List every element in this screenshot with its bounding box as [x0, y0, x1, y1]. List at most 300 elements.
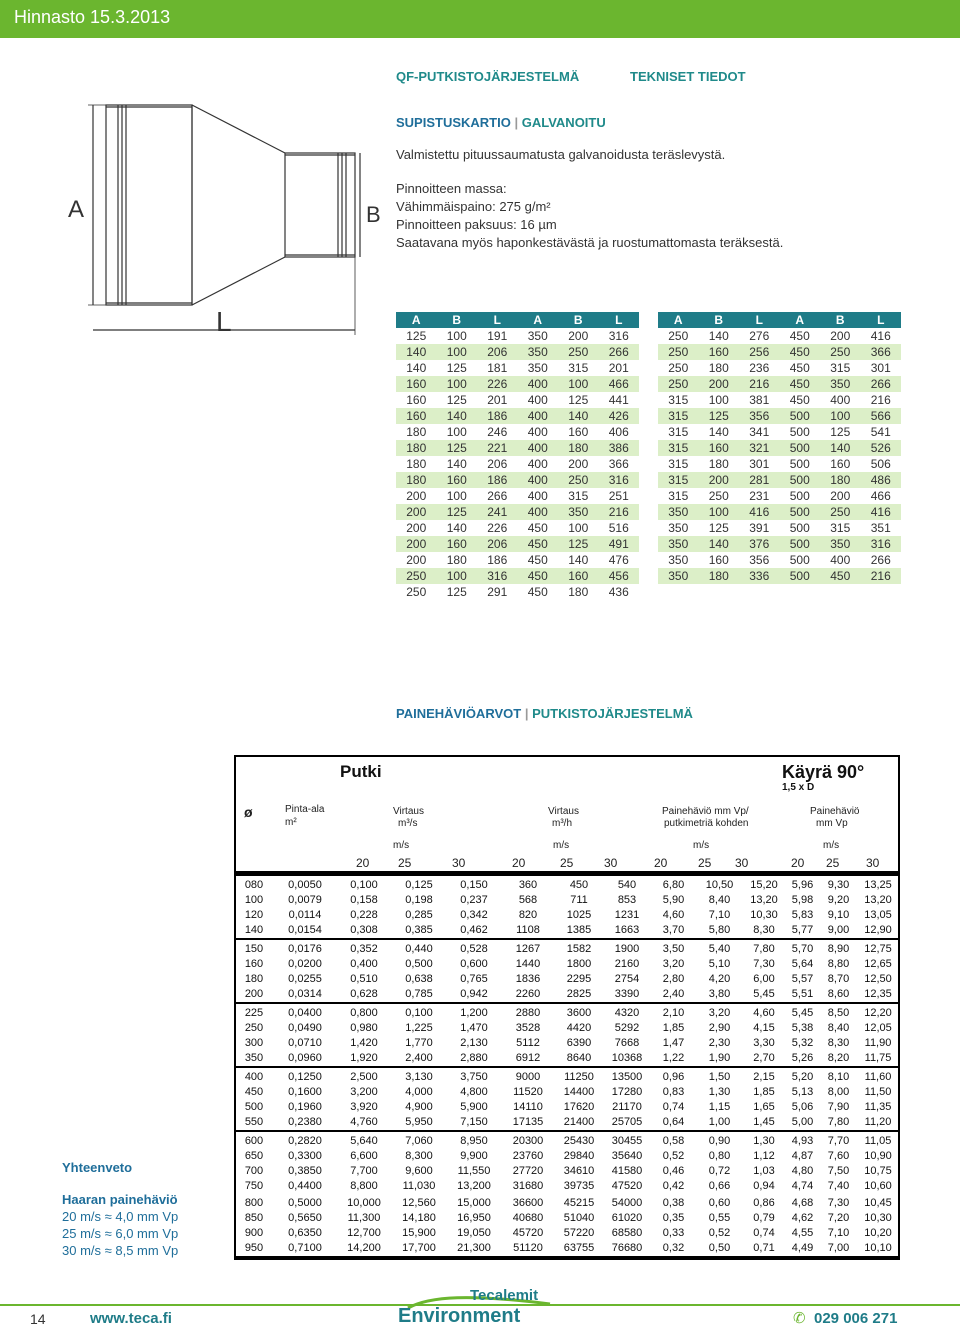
- dim-cell: 500: [780, 488, 821, 504]
- dim-cell: 301: [739, 456, 780, 472]
- dim-header: B: [437, 312, 478, 328]
- pressure-title-sep: |: [524, 706, 529, 721]
- dim-row: [658, 424, 901, 440]
- pressure-value-cell: 0,5000: [288, 1197, 322, 1209]
- pressure-title: [396, 706, 693, 721]
- pressure-value-cell: 0,7100: [288, 1242, 322, 1254]
- dim-cell: 426: [599, 408, 640, 424]
- dim-row: [396, 424, 639, 440]
- dim-cell: 316: [599, 328, 640, 344]
- pressure-value-cell: 68580: [611, 1227, 643, 1239]
- pressure-value-cell: 2,500: [350, 1071, 378, 1083]
- pressure-diameter-cell: 350: [244, 1052, 264, 1064]
- pressure-value-cell: 4,15: [753, 1022, 775, 1034]
- dim-row: [658, 408, 901, 424]
- pressure-diameter-cell: 300: [244, 1037, 264, 1049]
- pressure-value-cell: 0,500: [405, 958, 433, 970]
- dim-cell: 250: [396, 568, 437, 584]
- dim-cell: 250: [699, 488, 740, 504]
- pressure-value-cell: 1,420: [350, 1037, 378, 1049]
- dim-cell: 381: [739, 392, 780, 408]
- dim-cell: 281: [739, 472, 780, 488]
- dim-cell: 206: [477, 536, 518, 552]
- dim-cell: 350: [820, 376, 861, 392]
- pressure-value-cell: 1,90: [708, 1052, 731, 1064]
- pressure-value-cell: 16,950: [457, 1212, 491, 1224]
- pressure-value-cell: 0,440: [405, 943, 433, 955]
- dim-row: [396, 536, 639, 552]
- pressure-value-cell: 47520: [611, 1180, 643, 1192]
- pressure-value-cell: 15,900: [402, 1227, 436, 1239]
- pressure-value-cell: 1,00: [708, 1116, 731, 1128]
- pressure-value-cell: 1,47: [662, 1037, 685, 1049]
- dim-cell: 500: [780, 552, 821, 568]
- pressure-value-cell: 41580: [611, 1165, 643, 1177]
- pressure-value-cell: 10368: [611, 1052, 643, 1064]
- pressure-value-cell: 2,15: [753, 1071, 775, 1083]
- dim-row: [396, 456, 639, 472]
- dim-cell: 321: [739, 440, 780, 456]
- dim-row: [658, 456, 901, 472]
- pressure-value-cell: 4,000: [405, 1086, 433, 1098]
- dim-cell: 160: [699, 440, 740, 456]
- coating-thickness: Pinnoitteen paksuus: 16 µm: [396, 217, 557, 232]
- product-title-sep: |: [514, 115, 519, 130]
- pressure-value-cell: 13,200: [457, 1180, 491, 1192]
- dim-cell: 191: [477, 328, 518, 344]
- pressure-value-cell: 39735: [563, 1180, 595, 1192]
- pressure-value-cell: 1,45: [753, 1116, 775, 1128]
- dim-cell: 186: [477, 552, 518, 568]
- pressure-value-cell: 4,49: [791, 1242, 814, 1254]
- pressure-value-cell: 2,30: [708, 1037, 731, 1049]
- speed-label: 20: [512, 856, 526, 870]
- pressure-value-cell: 54000: [611, 1197, 643, 1209]
- pressure-diameter-cell: 150: [244, 943, 264, 955]
- pressure-value-cell: 0,74: [753, 1227, 775, 1239]
- dim-header: L: [739, 312, 780, 328]
- pressure-value-cell: 63755: [563, 1242, 595, 1254]
- dim-row: [658, 520, 901, 536]
- dim-cell: 125: [558, 392, 599, 408]
- pressure-value-cell: 5,950: [405, 1116, 433, 1128]
- pressure-diameter-cell: 400: [244, 1071, 264, 1083]
- speed-unit-2: m/s: [553, 840, 570, 851]
- pressure-value-cell: 0,800: [350, 1007, 378, 1019]
- pressure-value-cell: 3,80: [708, 988, 731, 1000]
- dim-cell: 301: [861, 360, 902, 376]
- pressure-value-cell: 2160: [614, 958, 640, 970]
- pressure-value-cell: 1,200: [460, 1007, 488, 1019]
- dim-cell: 250: [820, 504, 861, 520]
- speed-label: 30: [735, 856, 749, 870]
- dim-cell: 315: [658, 488, 699, 504]
- pressure-value-cell: 1,85: [753, 1086, 775, 1098]
- dim-cell: 315: [558, 488, 599, 504]
- pressure-value-cell: 11,300: [347, 1212, 381, 1224]
- pressure-value-cell: 15,20: [750, 879, 778, 891]
- pressure-value-cell: 9,20: [827, 894, 850, 906]
- dim-cell: 500: [780, 472, 821, 488]
- pressure-value-cell: 8,10: [827, 1071, 850, 1083]
- dim-cell: 400: [820, 552, 861, 568]
- pressure-value-cell: 0,150: [460, 879, 488, 891]
- dim-cell: 500: [780, 440, 821, 456]
- dim-cell: 216: [599, 504, 640, 520]
- pressure-value-cell: 853: [617, 894, 637, 906]
- dim-cell: 100: [558, 376, 599, 392]
- pressure-diameter-cell: 750: [244, 1180, 264, 1192]
- dim-cell: 500: [780, 424, 821, 440]
- pressure-value-cell: 10,50: [705, 879, 734, 891]
- dim-cell: 160: [396, 408, 437, 424]
- pressure-diameter-cell: 225: [244, 1007, 264, 1019]
- dim-cell: 386: [599, 440, 640, 456]
- pressure-value-cell: 0,0200: [288, 958, 322, 970]
- dim-cell: 486: [861, 472, 902, 488]
- pressure-value-cell: 1025: [566, 909, 592, 921]
- dim-cell: 450: [780, 328, 821, 344]
- dim-cell: 125: [558, 536, 599, 552]
- dim-cell: 350: [658, 536, 699, 552]
- summary-line-3: 30 m/s ≈ 8,5 mm Vp: [62, 1243, 179, 1258]
- pressure-value-cell: 8,90: [827, 943, 850, 955]
- pressure-value-cell: 0,6350: [288, 1227, 322, 1239]
- dim-cell: 160: [558, 568, 599, 584]
- pressure-value-cell: 3,920: [350, 1101, 378, 1113]
- dim-cell: 400: [820, 392, 861, 408]
- pressure-value-cell: 8,300: [405, 1150, 433, 1162]
- pressure-value-cell: 1900: [614, 943, 640, 955]
- pressure-value-cell: 21400: [563, 1116, 595, 1128]
- dim-cell: 291: [477, 584, 518, 600]
- dim-cell: 400: [518, 376, 559, 392]
- col-loss1-sub: putkimetriä kohden: [664, 818, 749, 829]
- pressure-value-cell: 2,70: [753, 1052, 775, 1064]
- pressure-value-cell: 711: [570, 894, 588, 906]
- pressure-diameter-cell: 450: [244, 1086, 264, 1098]
- dim-cell: 356: [739, 552, 780, 568]
- pressure-value-cell: 45720: [512, 1227, 544, 1239]
- pressure-value-cell: 0,980: [350, 1022, 378, 1034]
- pressure-value-cell: 4,80: [791, 1165, 814, 1177]
- pressure-value-cell: 11520: [513, 1086, 543, 1098]
- dim-cell: 180: [437, 552, 478, 568]
- pressure-value-cell: 2260: [515, 988, 541, 1000]
- pressure-diameter-cell: 140: [244, 924, 264, 936]
- dim-cell: 200: [558, 328, 599, 344]
- dim-cell: 100: [437, 344, 478, 360]
- dim-cell: 180: [699, 456, 740, 472]
- pressure-value-cell: 7,060: [405, 1135, 433, 1147]
- dim-cell: 466: [861, 488, 902, 504]
- pressure-value-cell: 360: [518, 879, 538, 891]
- speed-label: 30: [452, 856, 466, 870]
- pressure-value-cell: 3600: [566, 1007, 592, 1019]
- pressure-value-cell: 13,20: [864, 894, 892, 906]
- speed-label: 25: [560, 856, 574, 870]
- pressure-value-cell: 19,050: [457, 1227, 491, 1239]
- pressure-value-cell: 1,50: [708, 1071, 731, 1083]
- dim-header: B: [699, 312, 740, 328]
- pressure-value-cell: 5,45: [791, 1007, 814, 1019]
- pressure-value-cell: 0,0710: [288, 1037, 322, 1049]
- pressure-value-cell: 1108: [516, 924, 540, 936]
- pressure-value-cell: 568: [518, 894, 538, 906]
- label-b: B: [366, 202, 381, 227]
- pressure-value-cell: 0,33: [662, 1227, 685, 1239]
- speed-unit-3: m/s: [693, 840, 710, 851]
- pressure-value-cell: 61020: [611, 1212, 643, 1224]
- pressure-value-cell: 7,70: [827, 1135, 850, 1147]
- pressure-value-cell: 5,26: [791, 1052, 814, 1064]
- pressure-value-cell: 7,60: [827, 1150, 850, 1162]
- dim-cell: 250: [396, 584, 437, 600]
- kayra-label: Käyrä 90°: [782, 762, 865, 782]
- pressure-value-cell: 3,70: [662, 924, 685, 936]
- col-diameter: ø: [244, 804, 253, 820]
- dim-cell: 200: [820, 488, 861, 504]
- pressure-value-cell: 5,51: [791, 988, 814, 1000]
- pressure-value-cell: 17135: [512, 1116, 544, 1128]
- pressure-value-cell: 5,45: [753, 988, 775, 1000]
- dim-row: [396, 520, 639, 536]
- pressure-value-cell: 7,90: [827, 1101, 850, 1113]
- pressure-value-cell: 12,90: [864, 924, 892, 936]
- dim-cell: 100: [699, 392, 740, 408]
- pressure-value-cell: 12,35: [864, 988, 892, 1000]
- dim-cell: 456: [599, 568, 640, 584]
- pressure-value-cell: 9,10: [827, 909, 850, 921]
- pressure-value-cell: 3,20: [662, 958, 685, 970]
- pressure-value-cell: 0,285: [405, 909, 433, 921]
- pressure-value-cell: 9000: [515, 1071, 541, 1083]
- website-link[interactable]: www.teca.fi: [90, 1310, 172, 1327]
- dim-cell: 450: [780, 376, 821, 392]
- dim-row: [396, 584, 639, 600]
- dim-cell: 125: [820, 424, 861, 440]
- pressure-value-cell: 0,0255: [288, 973, 322, 985]
- dim-cell: 250: [558, 472, 599, 488]
- dim-cell: 180: [396, 424, 437, 440]
- pressure-value-cell: 11,030: [402, 1180, 436, 1192]
- col-flow2-unit: m³/h: [552, 818, 572, 829]
- pressure-value-cell: 0,52: [662, 1150, 685, 1162]
- dim-row: [658, 360, 901, 376]
- speed-label: 20: [356, 856, 370, 870]
- pressure-value-cell: 0,400: [350, 958, 378, 970]
- pressure-diameter-cell: 500: [244, 1101, 264, 1113]
- pressure-value-cell: 0,1250: [288, 1071, 322, 1083]
- pressure-value-cell: 4,93: [791, 1135, 814, 1147]
- pressure-value-cell: 14400: [563, 1086, 595, 1098]
- label-l: L: [216, 306, 232, 337]
- pressure-value-cell: 0,38: [662, 1197, 685, 1209]
- pressure-value-cell: 7,00: [827, 1242, 850, 1254]
- pressure-value-cell: 0,600: [460, 958, 488, 970]
- dim-cell: 100: [437, 328, 478, 344]
- pressure-value-cell: 25430: [563, 1135, 595, 1147]
- pressure-value-cell: 1,65: [753, 1101, 775, 1113]
- pressure-value-cell: 0,228: [350, 909, 378, 921]
- pressure-value-cell: 7,10: [827, 1227, 850, 1239]
- pressure-value-cell: 11,75: [864, 1052, 892, 1064]
- dim-header: A: [658, 312, 699, 328]
- dim-cell: 200: [699, 472, 740, 488]
- pressure-value-cell: 7,80: [753, 943, 775, 955]
- dim-row: [396, 472, 639, 488]
- pressure-value-cell: 0,83: [662, 1086, 685, 1098]
- dim-cell: 200: [820, 328, 861, 344]
- dim-cell: 266: [599, 344, 640, 360]
- dim-cell: 206: [477, 344, 518, 360]
- pressure-value-cell: 34610: [563, 1165, 595, 1177]
- summary-sub: Haaran painehäviö: [62, 1192, 178, 1207]
- pressure-value-cell: 6,600: [350, 1150, 378, 1162]
- dim-cell: 500: [780, 456, 821, 472]
- pressure-value-cell: 1836: [515, 973, 541, 985]
- dim-cell: 216: [739, 376, 780, 392]
- pressure-value-cell: 2295: [566, 973, 592, 985]
- pressure-value-cell: 11,90: [864, 1037, 892, 1049]
- col-flow1-unit: m³/s: [398, 818, 418, 829]
- pressure-value-cell: 17,700: [402, 1242, 436, 1254]
- dim-cell: 350: [820, 536, 861, 552]
- pressure-value-cell: 2,40: [662, 988, 685, 1000]
- pressure-value-cell: 5,640: [350, 1135, 378, 1147]
- pressure-value-cell: 0,74: [662, 1101, 685, 1113]
- pressure-value-cell: 8,60: [827, 988, 850, 1000]
- phone-number: 029 006 271: [814, 1310, 898, 1327]
- pressure-value-cell: 0,42: [662, 1180, 685, 1192]
- dim-cell: 476: [599, 552, 640, 568]
- pressure-value-cell: 8,30: [753, 924, 775, 936]
- pressure-value-cell: 0,4400: [288, 1180, 322, 1192]
- pressure-value-cell: 0,125: [405, 879, 433, 891]
- pressure-value-cell: 12,50: [864, 973, 892, 985]
- pressure-value-cell: 0,0176: [288, 943, 322, 955]
- dim-cell: 180: [558, 440, 599, 456]
- pressure-value-cell: 40680: [512, 1212, 544, 1224]
- dim-cell: 466: [599, 376, 640, 392]
- pressure-value-cell: 0,765: [460, 973, 488, 985]
- dim-cell: 450: [518, 536, 559, 552]
- dim-cell: 200: [396, 552, 437, 568]
- pressure-value-cell: 4,87: [791, 1150, 814, 1162]
- pressure-diameter-cell: 100: [244, 894, 264, 906]
- dim-cell: 140: [820, 440, 861, 456]
- dim-cell: 400: [518, 504, 559, 520]
- pressure-diameter-cell: 800: [244, 1197, 264, 1209]
- speed-label: 30: [604, 856, 618, 870]
- pressure-value-cell: 5,57: [791, 973, 814, 985]
- dim-cell: 125: [699, 408, 740, 424]
- pressure-value-cell: 5,90: [662, 894, 685, 906]
- pressure-value-cell: 450: [569, 879, 589, 891]
- pressure-value-cell: 3,200: [350, 1086, 378, 1098]
- dim-cell: 140: [699, 328, 740, 344]
- pressure-value-cell: 1,12: [753, 1150, 775, 1162]
- pressure-value-cell: 4,20: [708, 973, 731, 985]
- dim-cell: 140: [396, 344, 437, 360]
- dim-cell: 236: [739, 360, 780, 376]
- kayra-sub: 1,5 x D: [782, 782, 815, 793]
- dim-cell: 250: [658, 360, 699, 376]
- pressure-value-cell: 5,38: [791, 1022, 814, 1034]
- pressure-value-cell: 0,79: [753, 1212, 775, 1224]
- pressure-diameter-cell: 250: [244, 1022, 264, 1034]
- dim-cell: 125: [699, 520, 740, 536]
- pressure-value-cell: 7,80: [827, 1116, 850, 1128]
- coating-title: Pinnoitteen massa:: [396, 181, 507, 196]
- dim-cell: 350: [518, 328, 559, 344]
- dim-cell: 356: [739, 408, 780, 424]
- pressure-value-cell: 0,462: [460, 924, 488, 936]
- pressure-value-cell: 0,237: [460, 894, 488, 906]
- pressure-value-cell: 12,560: [402, 1197, 436, 1209]
- dim-cell: 416: [739, 504, 780, 520]
- dim-cell: 500: [780, 408, 821, 424]
- pressure-value-cell: 0,100: [350, 879, 378, 891]
- dim-header: B: [558, 312, 599, 328]
- summary-line-2: 25 m/s ≈ 6,0 mm Vp: [62, 1226, 179, 1241]
- pressure-value-cell: 1800: [566, 958, 592, 970]
- dim-row: [396, 392, 639, 408]
- dim-cell: 186: [477, 472, 518, 488]
- dim-cell: 231: [739, 488, 780, 504]
- pressure-value-cell: 8,50: [827, 1007, 850, 1019]
- pressure-value-cell: 0,32: [662, 1242, 685, 1254]
- dim-cell: 186: [477, 408, 518, 424]
- dim-cell: 256: [739, 344, 780, 360]
- dim-cell: 100: [437, 568, 478, 584]
- dim-cell: 350: [558, 504, 599, 520]
- pressure-value-cell: 0,510: [350, 973, 378, 985]
- dim-cell: 246: [477, 424, 518, 440]
- pressure-value-cell: 4,900: [405, 1101, 433, 1113]
- dim-cell: 140: [558, 408, 599, 424]
- dimension-table-right: [658, 312, 901, 584]
- dim-cell: 140: [396, 360, 437, 376]
- pressure-value-cell: 0,35: [662, 1212, 685, 1224]
- speed-label: 20: [791, 856, 805, 870]
- dim-cell: 200: [396, 520, 437, 536]
- speed-label: 30: [866, 856, 880, 870]
- pressure-value-cell: 45215: [563, 1197, 595, 1209]
- pressure-value-cell: 7,30: [753, 958, 775, 970]
- pressure-value-cell: 23760: [512, 1150, 544, 1162]
- dim-row: [658, 504, 901, 520]
- pressure-value-cell: 1385: [566, 924, 592, 936]
- dim-cell: 400: [518, 408, 559, 424]
- dim-cell: 140: [558, 552, 599, 568]
- pressure-value-cell: 5,77: [791, 924, 814, 936]
- dim-row: [396, 552, 639, 568]
- coating-min: Vähimmäispaino: 275 g/m²: [396, 199, 551, 214]
- col-loss2-unit: mm Vp: [816, 818, 848, 829]
- pressure-value-cell: 2,80: [662, 973, 685, 985]
- pressure-value-cell: 0,50: [708, 1242, 731, 1254]
- dim-cell: 450: [518, 520, 559, 536]
- pressure-value-cell: 3390: [614, 988, 640, 1000]
- pressure-value-cell: 8,950: [460, 1135, 488, 1147]
- dim-cell: 100: [699, 504, 740, 520]
- dim-cell: 500: [780, 520, 821, 536]
- pressure-value-cell: 0,94: [753, 1180, 775, 1192]
- pressure-value-cell: 8,00: [827, 1086, 850, 1098]
- pressure-value-cell: 1582: [566, 943, 592, 955]
- pressure-value-cell: 3,50: [662, 943, 685, 955]
